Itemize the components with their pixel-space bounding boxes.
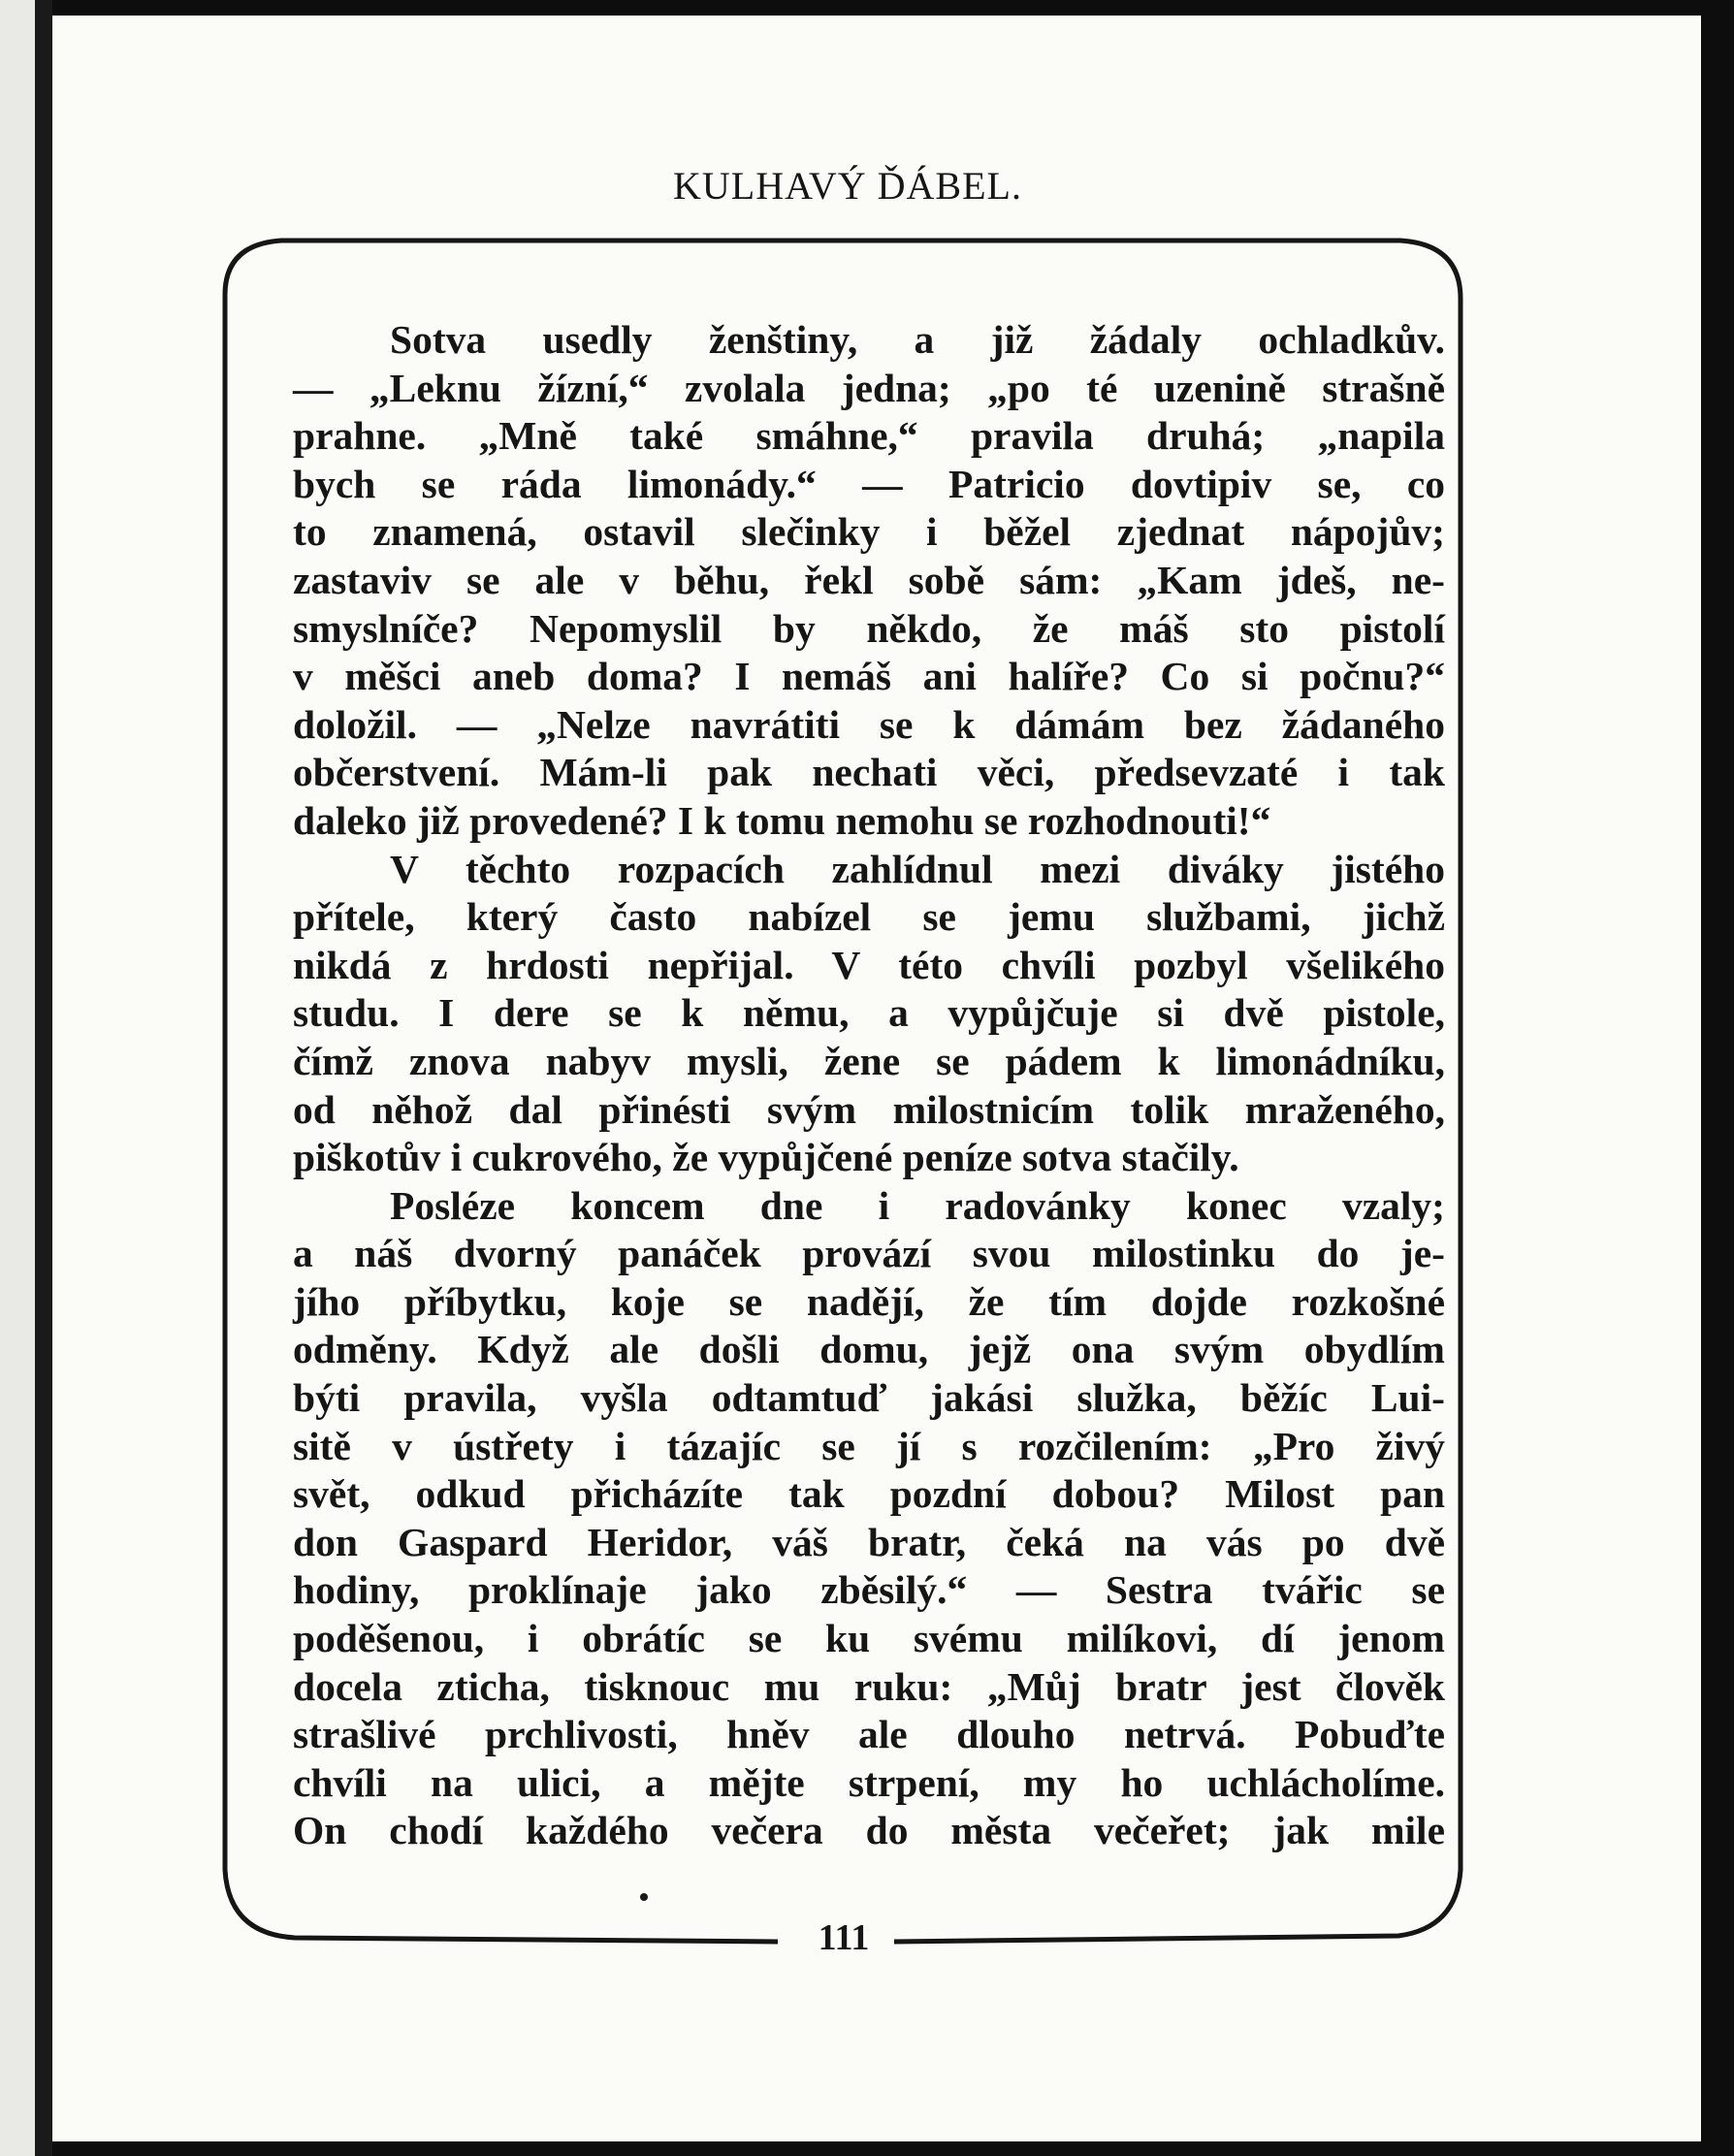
text-line: a náš dvorný panáček provází svou milostinku do je- bbox=[293, 1231, 1445, 1276]
text-line: odměny. Když ale došli domu, jejž ona svým obydlím bbox=[293, 1327, 1445, 1372]
text-line: jího příbytku, koje se nadějí, že tím dojde rozkošné bbox=[293, 1278, 1445, 1324]
book-page bbox=[52, 16, 1701, 2141]
text-line: býti pravila, vyšla odtamtuď jakási služka, běžíc Lui- bbox=[293, 1375, 1445, 1421]
text-line: V těchto rozpacích zahlídnul mezi diváky jistého bbox=[390, 846, 1445, 891]
text-line: nikdá z hrdosti nepřijal. V této chvíli pozbyl všelikého bbox=[293, 942, 1445, 987]
text-line: — „Leknu žízní,“ zvolala jedna; „po té uzenině strašně bbox=[293, 365, 1445, 410]
text-line: Posléze koncem dne i radovánky konec vzaly; bbox=[390, 1182, 1445, 1228]
ornament-dot bbox=[640, 1893, 648, 1901]
text-line: Sotva usedly ženštiny, a již žádaly ochladkův. bbox=[390, 317, 1445, 362]
running-head: KULHAVÝ ĎÁBEL. bbox=[673, 164, 1022, 208]
text-line: čímž znova nabyv mysli, žene se pádem k limonádníku, bbox=[293, 1038, 1445, 1083]
page-number: 111 bbox=[818, 1917, 870, 1958]
text-line: to znamená, ostavil slečinky i běžel zjednat nápojův; bbox=[293, 509, 1445, 555]
body-text bbox=[293, 316, 1445, 1855]
text-line: doložil. — „Nelze navrátiti se k dámám bez žádaného bbox=[293, 701, 1445, 747]
text-line: daleko již provedené? I k tomu nemohu se rozhodnouti!“ bbox=[293, 797, 1271, 843]
text-line: strašlivé prchlivosti, hněv ale dlouho netrvá. Pobuďte bbox=[293, 1712, 1445, 1757]
text-line: zastaviv se ale v běhu, řekl sobě sám: „Kam jdeš, ne- bbox=[293, 557, 1445, 602]
text-line: občerstvení. Mám-li pak nechati věci, předsevzaté i tak bbox=[293, 750, 1445, 795]
text-line: bych se ráda limonády.“ — Patricio dovtipiv se, co bbox=[293, 461, 1445, 506]
text-line: smyslníče? Nepomyslil by někdo, že máš sto pistolí bbox=[293, 605, 1445, 651]
text-line: sitě v ústřety i tázajíc se jí s rozčilením: „Pro živý bbox=[293, 1423, 1445, 1468]
text-line: v měšci aneb doma? I nemáš ani halíře? Co si počnu?“ bbox=[293, 654, 1445, 699]
text-line: prahne. „Mně také smáhne,“ pravila druhá; „napila bbox=[293, 413, 1445, 459]
text-line: svět, odkud přicházíte tak pozdní dobou? Milost pan bbox=[293, 1471, 1445, 1517]
text-line: On chodí každého večera do města večeřet; jak mile bbox=[293, 1808, 1445, 1853]
text-line: don Gaspard Heridor, váš bratr, čeká na vás po dvě bbox=[293, 1519, 1445, 1564]
page-gutter-shadow bbox=[35, 0, 52, 2156]
adjacent-page-edge bbox=[0, 0, 35, 2156]
text-line: hodiny, proklínaje jako zběsilý.“ — Sestra tvářic se bbox=[293, 1567, 1445, 1613]
text-line: přítele, který často nabízel se jemu službami, jichž bbox=[293, 894, 1445, 940]
text-line: piškotův i cukrového, že vypůjčené peníze sotva stačily. bbox=[293, 1135, 1239, 1180]
text-line: chvíli na ulici, a mějte strpení, my ho uchlácholíme. bbox=[293, 1759, 1445, 1805]
text-line: poděšenou, i obrátíc se ku svému milíkovi, dí jenom bbox=[293, 1616, 1445, 1661]
text-line: studu. I dere se k němu, a vypůjčuje si dvě pistole, bbox=[293, 990, 1445, 1036]
text-line: docela zticha, tisknouc mu ruku: „Můj bratr jest člověk bbox=[293, 1663, 1445, 1709]
text-line: od něhož dal přinésti svým milostnicím tolik mraženého, bbox=[293, 1086, 1445, 1132]
